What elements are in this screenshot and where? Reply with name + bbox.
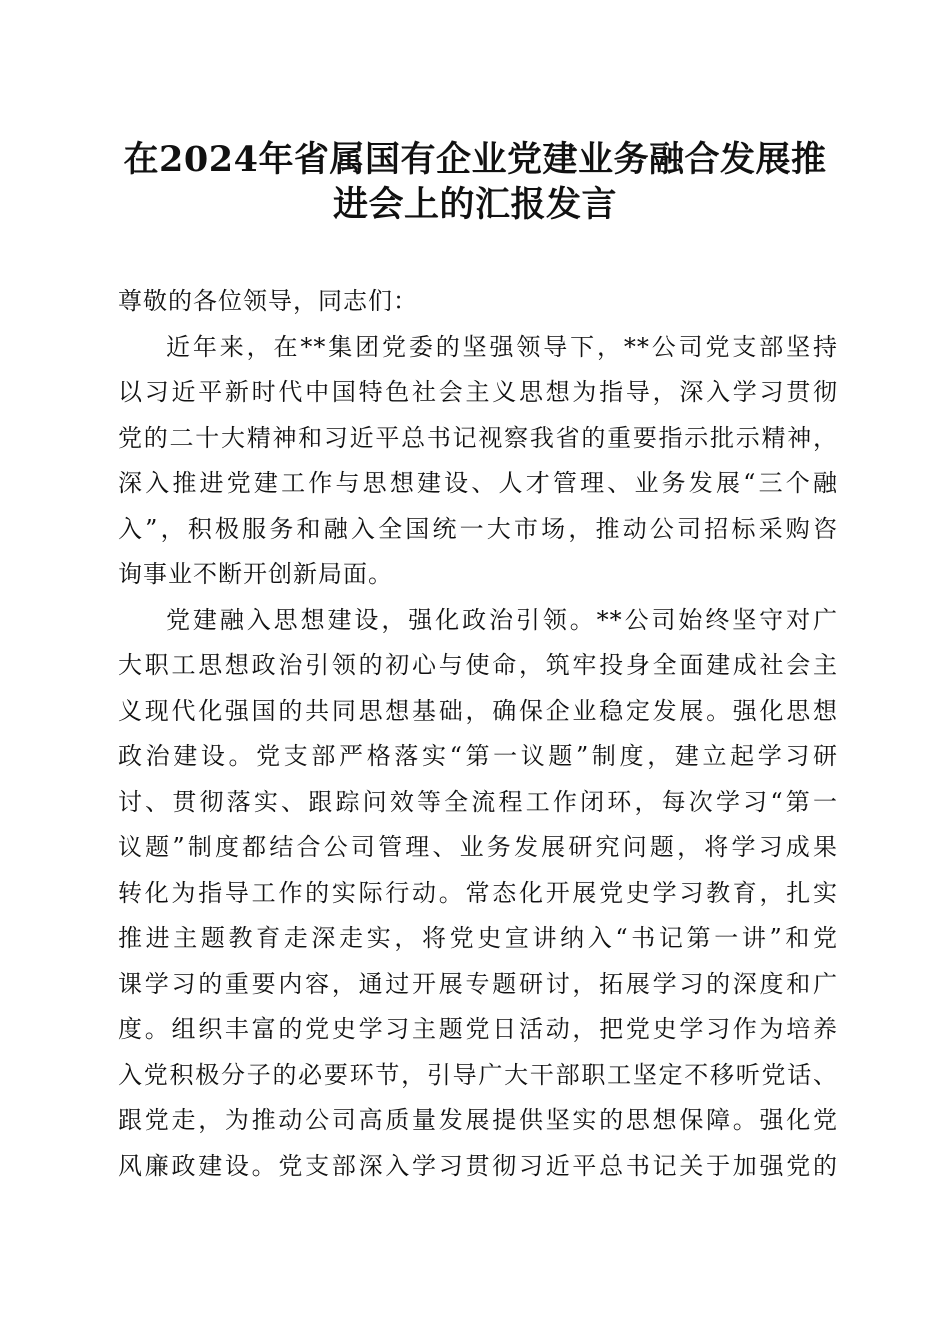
paragraph-line: 义现代化强国的共同思想基础，确保企业稳定发展。强化思想 — [118, 696, 838, 725]
paragraph-line: 跟党走，为推动公司高质量发展提供坚实的思想保障。强化党 — [118, 1106, 838, 1134]
paragraph-line: 推进主题教育走深走实，将党史宣讲纳入“书记第一讲”和党 — [118, 924, 838, 952]
paragraph-line: 度。组织丰富的党史学习主题党日活动，把党史学习作为培养 — [118, 1015, 838, 1043]
title-line: 在2024年省属国有企业党建业务融合发展推 — [123, 139, 827, 180]
salutation: 尊敬的各位领导，同志们： — [118, 287, 418, 315]
document-body — [118, 279, 838, 1189]
paragraph-line: 讨、贯彻落实、跟踪问效等全流程工作闭环，每次学习“第一 — [118, 787, 838, 816]
paragraph-line: 近年来，在**集团党委的坚强领导下，**公司党支部坚持 — [166, 332, 838, 361]
document-title — [80, 137, 870, 227]
paragraph-line: 入”，积极服务和融入全国统一大市场，推动公司招标采购咨 — [118, 514, 838, 543]
paragraph-line: 党建融入思想建设，强化政治引领。**公司始终坚守对广 — [166, 605, 838, 634]
paragraph — [118, 325, 838, 598]
paragraph-line: 课学习的重要内容，通过开展专题研讨，拓展学习的深度和广 — [118, 969, 838, 998]
paragraph-line: 议题”制度都结合公司管理、业务发展研究问题，将学习成果 — [118, 833, 838, 861]
paragraph-line: 询事业不断开创新局面。 — [118, 560, 393, 588]
paragraph-line: 政治建设。党支部严格落实“第一议题”制度，建立起学习研 — [118, 742, 838, 770]
title-line: 进会上的汇报发言 — [332, 184, 617, 225]
paragraph-line: 党的二十大精神和习近平总书记视察我省的重要指示批示精神， — [118, 423, 838, 452]
paragraph-line: 以习近平新时代中国特色社会主义思想为指导，深入学习贯彻 — [118, 378, 838, 406]
paragraph-line: 风廉政建设。党支部深入学习贯彻习近平总书记关于加强党的 — [118, 1151, 838, 1180]
paragraph-line: 转化为指导工作的实际行动。常态化开展党史学习教育，扎实 — [118, 878, 838, 907]
paragraph — [118, 598, 838, 1190]
paragraph-line: 大职工思想政治引领的初心与使命，筑牢投身全面建成社会主 — [118, 651, 838, 679]
paragraph-line: 入党积极分子的必要环节，引导广大干部职工坚定不移听党话、 — [118, 1060, 838, 1089]
paragraph-line: 深入推进党建工作与思想建设、人才管理、业务发展“三个融 — [118, 469, 838, 497]
